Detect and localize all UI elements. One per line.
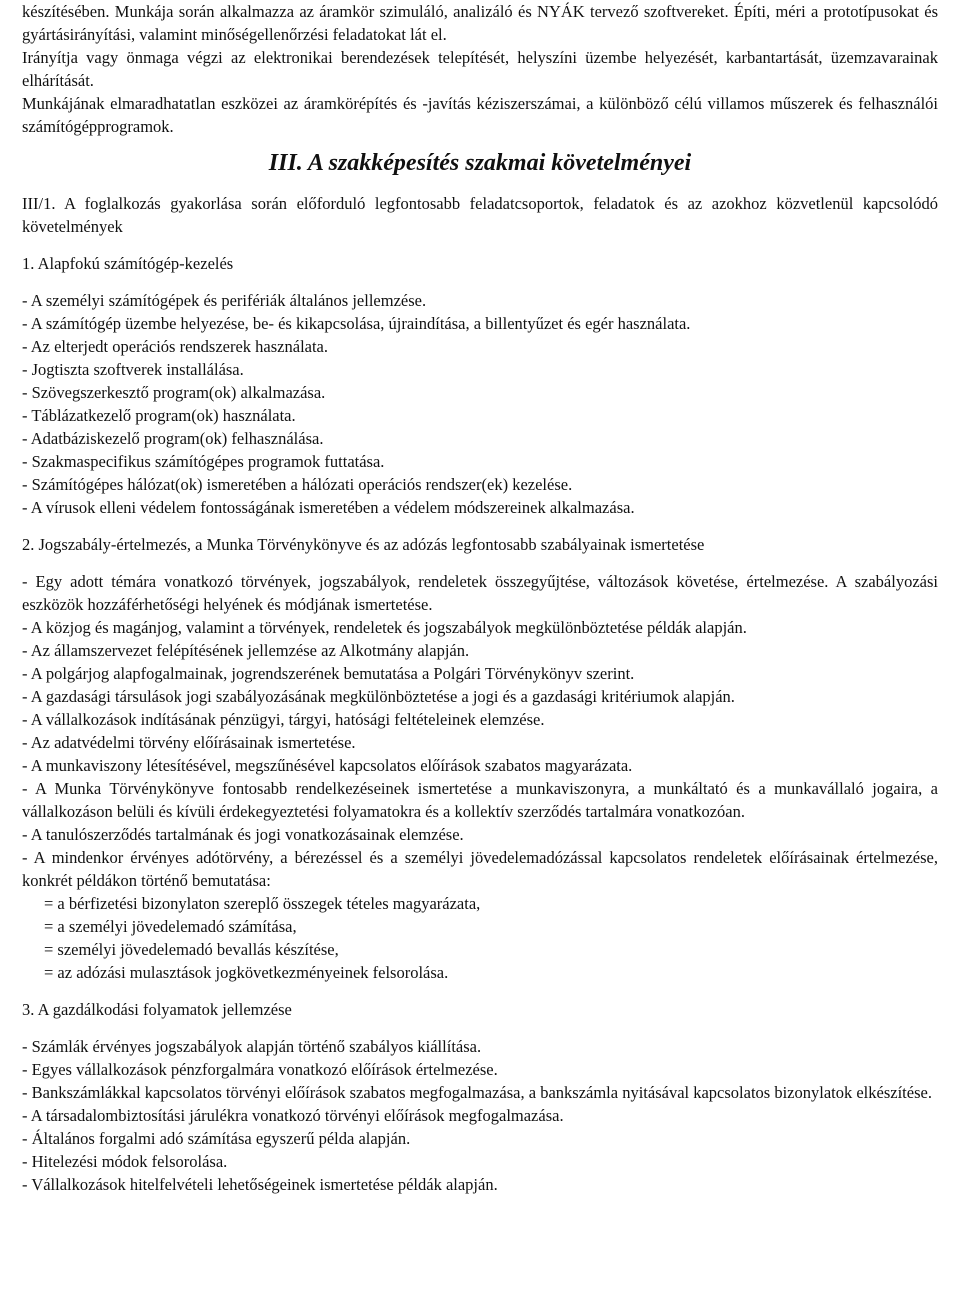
intro-paragraph: készítésében. Munkája során alkalmazza az áramkör szimuláló, analizáló és NYÁK tervező szoftvereket. Építi, méri a prototípusokat és gyártásirányítási, valamint minőségellenőrzési feladatokat lát el. [22, 2, 938, 44]
list-item: - Vállalkozások hitelfelvételi lehetőségeinek ismertetése példák alapján. [22, 1175, 498, 1194]
section-title: III. A szakképesítés szakmai követelményei [268, 150, 692, 176]
list-item: - Táblázatkezelő program(ok) használata. [22, 406, 296, 425]
list-item: - Az államszervezet felépítésének jellemzése az Alkotmány alapján. [22, 641, 470, 660]
list-item: - A számítógép üzembe helyezése, be- és kikapcsolása, újraindítása, a billentyűzet és egér használata. [22, 314, 691, 333]
list-item: - A vírusok elleni védelem fontosságának ismeretében a védelem módszereinek alkalmazása. [22, 498, 635, 517]
list-item: - Számlák érvényes jogszabályok alapján történő szabályos kiállítása. [22, 1037, 482, 1056]
group-title: 3. A gazdálkodási folyamatok jellemzése [22, 1000, 292, 1019]
list-item: - Általános forgalmi adó számítása egyszerű példa alapján. [22, 1129, 411, 1148]
list-item: - Hitelezési módok felsorolása. [22, 1152, 228, 1171]
group-items [22, 289, 938, 519]
list-item: - A gazdasági társulások jogi szabályozásának megkülönböztetése a jogi és a gazdasági kritériumok alapján. [22, 687, 735, 706]
intro-block [22, 0, 938, 138]
list-item: - Szakmaspecifikus számítógépes programok futtatása. [22, 452, 385, 471]
intro-paragraph: Munkájának elmaradhatatlan eszközei az áramkörépítés és -javítás kéziszerszámai, a különböző célú villamos műszerek és felhasználói számítógépprogramok. [22, 94, 938, 136]
list-item: - Bankszámlákkal kapcsolatos törvényi előírások szabatos megfogalmazása, a bankszámla nyitásával kapcsolatos bizonylatok elkészítése. [22, 1083, 932, 1102]
list-item: - A tanulószerződés tartalmának és jogi vonatkozásainak elemzése. [22, 825, 464, 844]
list-item: - A Munka Törvénykönyve fontosabb rendelkezéseinek ismertetése a munkaviszonyra, a munkáltató és a munkavállaló jogaira, a vállalkozáson belüli és kívüli érdekegyeztetési folyamatokra és a kollektív szerződés tartalmára vonatkozóan. [22, 779, 938, 821]
sub-list-item: = személyi jövedelemadó bevallás készítése, [44, 940, 339, 959]
list-item: - A közjog és magánjog, valamint a törvények, rendeletek és jogszabályok megkülönböztetése példák alapján. [22, 618, 747, 637]
list-item: - A személyi számítógépek és perifériák általános jellemzése. [22, 291, 427, 310]
group-items [22, 570, 938, 984]
group-title: 1. Alapfokú számítógép-kezelés [22, 254, 234, 273]
list-item: - A polgárjog alapfogalmainak, jogrendszerének bemutatása a Polgári Törvénykönyv szerint. [22, 664, 635, 683]
intro-paragraph: Irányítja vagy önmaga végzi az elektronikai berendezések telepítését, helyszíni üzembe helyezését, karbantartását, üzemzavarainak elhárítását. [22, 48, 938, 90]
list-item: - Egy adott témára vonatkozó törvények, jogszabályok, rendeletek összegyűjtése, változások követése, értelmezése. A szabályozási eszközök hozzáférhetőségi helyének és módjának ismertetése. [22, 572, 938, 614]
list-item: - Az elterjedt operációs rendszerek használata. [22, 337, 329, 356]
sub-list-item: = a személyi jövedelemadó számítása, [44, 917, 297, 936]
list-item: - Számítógépes hálózat(ok) ismeretében a hálózati operációs rendszer(ek) kezelése. [22, 475, 573, 494]
list-item: - Jogtiszta szoftverek installálása. [22, 360, 244, 379]
sub-list-item: = a bérfizetési bizonylaton szereplő összegek tételes magyarázata, [44, 894, 481, 913]
list-item: - Szövegszerkesztő program(ok) alkalmazása. [22, 383, 326, 402]
subsection-intro: III/1. A foglalkozás gyakorlása során előforduló legfontosabb feladatcsoportok, feladatok és az azokhoz közvetlenül kapcsolódó követelmények [22, 194, 938, 236]
list-item: - A mindenkor érvényes adótörvény, a bérezéssel és a személyi jövedelemadózással kapcsolatos rendeletek előírásainak értelmezése, konkrét példákon történő bemutatása: [22, 848, 938, 890]
list-item: - Az adatvédelmi törvény előírásainak ismertetése. [22, 733, 356, 752]
group-items [22, 1035, 938, 1196]
sub-list-item: = az adózási mulasztások jogkövetkezményeinek felsorolása. [44, 963, 449, 982]
group-title: 2. Jogszabály-értelmezés, a Munka Törvénykönyve és az adózás legfontosabb szabályainak ismertetése [22, 535, 705, 554]
list-item: - A társadalombiztosítási járulékra vonatkozó törvényi előírások megfogalmazása. [22, 1106, 564, 1125]
list-item: - A vállalkozások indításának pénzügyi, tárgyi, hatósági feltételeinek elemzése. [22, 710, 545, 729]
list-item: - Adatbáziskezelő program(ok) felhasználása. [22, 429, 324, 448]
list-item: - A munkaviszony létesítésével, megszűnésével kapcsolatos előírások szabatos magyarázata. [22, 756, 633, 775]
list-item: - Egyes vállalkozások pénzforgalmára vonatkozó előírások értelmezése. [22, 1060, 498, 1079]
